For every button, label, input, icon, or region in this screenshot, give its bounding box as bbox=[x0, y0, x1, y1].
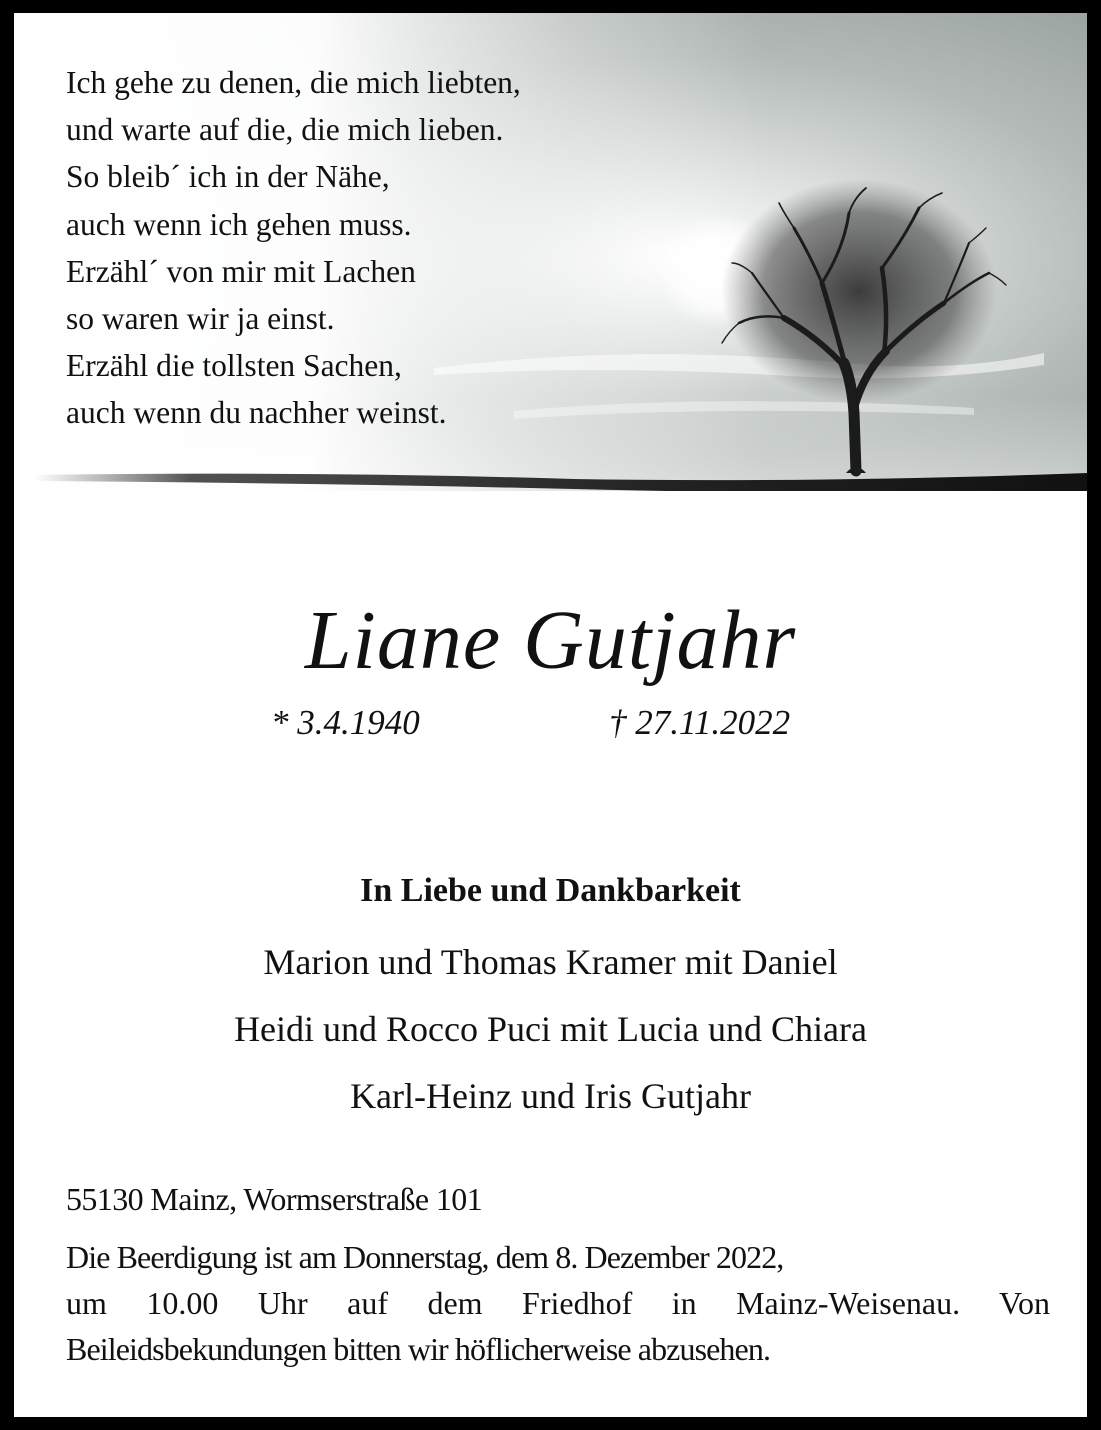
funeral-notice bbox=[66, 1234, 1050, 1372]
poem-line: und warte auf die, die mich lieben. bbox=[66, 112, 504, 148]
death-date: † 27.11.2022 bbox=[609, 703, 791, 742]
poem-line: So bleib´ ich in der Nähe, bbox=[66, 159, 390, 195]
funeral-line: um 10.00 Uhr auf dem Friedhof in Mainz-Weisenau. Von bbox=[66, 1285, 1050, 1321]
mourner-line: Karl-Heinz und Iris Gutjahr bbox=[350, 1076, 751, 1116]
poem-line: Ich gehe zu denen, die mich liebten, bbox=[66, 65, 521, 100]
mourners-list bbox=[14, 929, 1087, 1130]
mourners-heading: In Liebe und Dankbarkeit bbox=[360, 872, 741, 909]
funeral-line: Die Beerdigung ist am Donnerstag, dem 8. Dezember 2022, bbox=[66, 1239, 784, 1275]
poem bbox=[66, 59, 521, 437]
poem-line: auch wenn ich gehen muss. bbox=[66, 206, 412, 242]
birth-date: * 3.4.1940 bbox=[271, 703, 420, 742]
obituary-card bbox=[14, 13, 1087, 1417]
deceased-name: Liane Gutjahr bbox=[304, 594, 797, 687]
poem-line: Erzähl´ von mir mit Lachen bbox=[66, 253, 416, 289]
poem-line: auch wenn du nachher weinst. bbox=[66, 395, 447, 431]
poem-line: so waren wir ja einst. bbox=[66, 301, 335, 337]
mourner-line: Heidi und Rocco Puci mit Lucia und Chiara bbox=[234, 1009, 867, 1049]
mourner-line: Marion und Thomas Kramer mit Daniel bbox=[263, 942, 838, 982]
funeral-line: Beileidsbekundungen bitten wir höflicherweise abzusehen. bbox=[66, 1331, 771, 1367]
poem-line: Erzähl die tollsten Sachen, bbox=[66, 348, 402, 384]
address: 55130 Mainz, Wormserstraße 101 bbox=[66, 1181, 483, 1217]
